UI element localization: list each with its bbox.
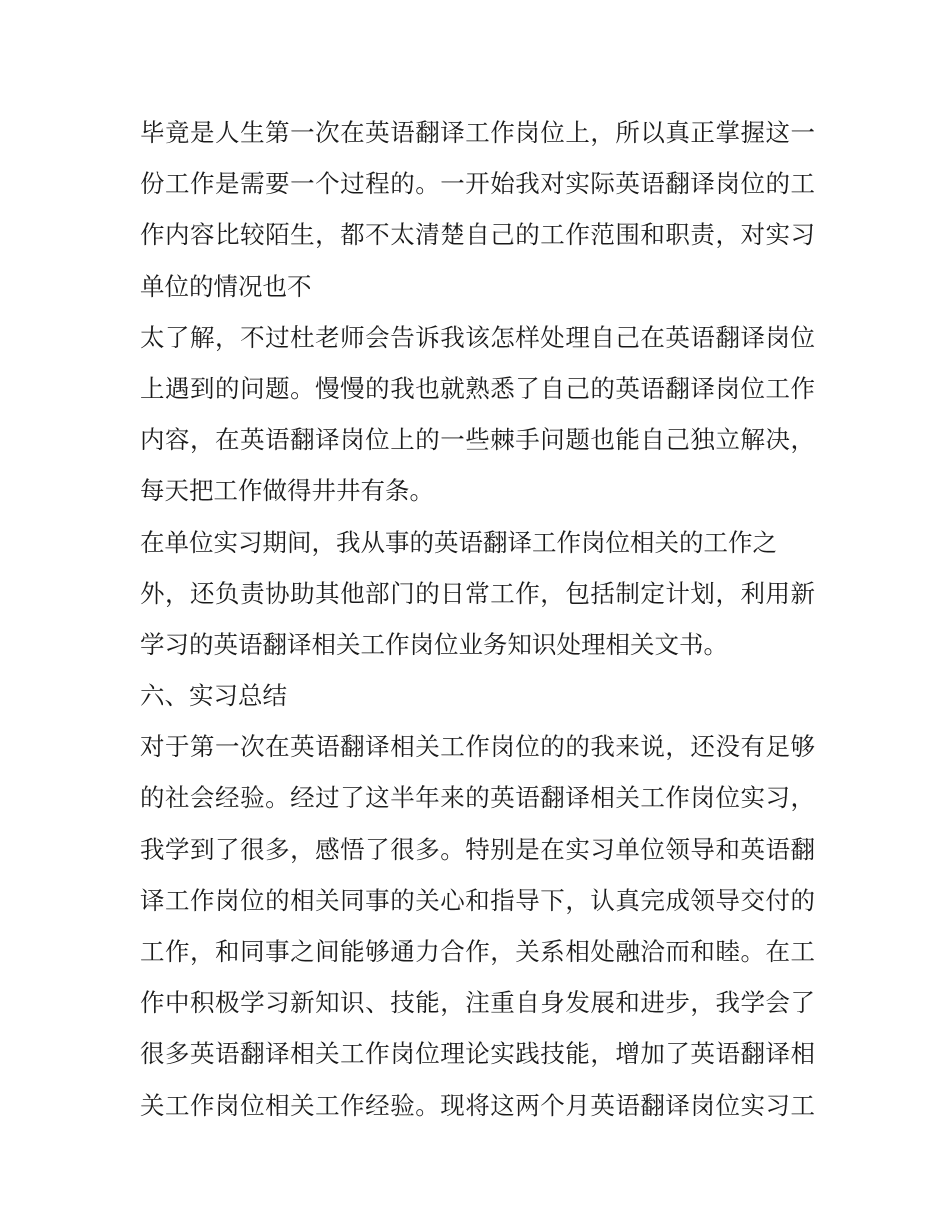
body-text [140, 107, 815, 1131]
text-line: 译工作岗位的相关同事的关心和指导下，认真完成领导交付的 [140, 885, 815, 915]
text-line: 在单位实习期间，我从事的英语翻译工作岗位相关的工作之 [140, 527, 777, 557]
text-line: 学习的英语翻译相关工作岗位业务知识处理相关文书。 [140, 629, 728, 659]
text-line: 的社会经验。经过了这半年来的英语翻译相关工作岗位实习， [140, 783, 815, 813]
text-line: 内容，在英语翻译岗位上的一些棘手问题也能自己独立解决， [140, 425, 815, 455]
text-line: 很多英语翻译相关工作岗位理论实践技能，增加了英语翻译相 [140, 1039, 815, 1069]
text-line: 工作，和同事之间能够通力合作，关系相处融洽而和睦。在工 [140, 937, 815, 966]
text-line: 上遇到的问题。慢慢的我也就熟悉了自己的英语翻译岗位工作 [140, 373, 815, 403]
text-line: 关工作岗位相关工作经验。现将这两个月英语翻译岗位实习工 [140, 1090, 815, 1120]
text-line: 太了解，不过杜老师会告诉我该怎样处理自己在英语翻译岗位 [140, 322, 815, 352]
text-line: 对于第一次在英语翻译相关工作岗位的的我来说，还没有足够 [140, 732, 815, 762]
text-line: 作内容比较陌生，都不太清楚自己的工作范围和职责，对实习 [140, 220, 815, 250]
text-line: 毕竟是人生第一次在英语翻译工作岗位上，所以真正掌握这一 [140, 118, 815, 147]
section-heading: 六、实习总结 [140, 681, 287, 711]
text-line: 作中积极学习新知识、技能，注重自身发展和进步，我学会了 [140, 988, 815, 1018]
text-line: 份工作是需要一个过程的。一开始我对实际英语翻译岗位的工 [140, 169, 815, 199]
text-line: 外，还负责协助其他部门的日常工作，包括制定计划，利用新 [140, 578, 815, 608]
text-line: 单位的情况也不 [140, 271, 312, 301]
text-line: 每天把工作做得井井有条。 [140, 476, 434, 506]
text-line: 我学到了很多，感悟了很多。特别是在实习单位领导和英语翻 [140, 834, 815, 864]
